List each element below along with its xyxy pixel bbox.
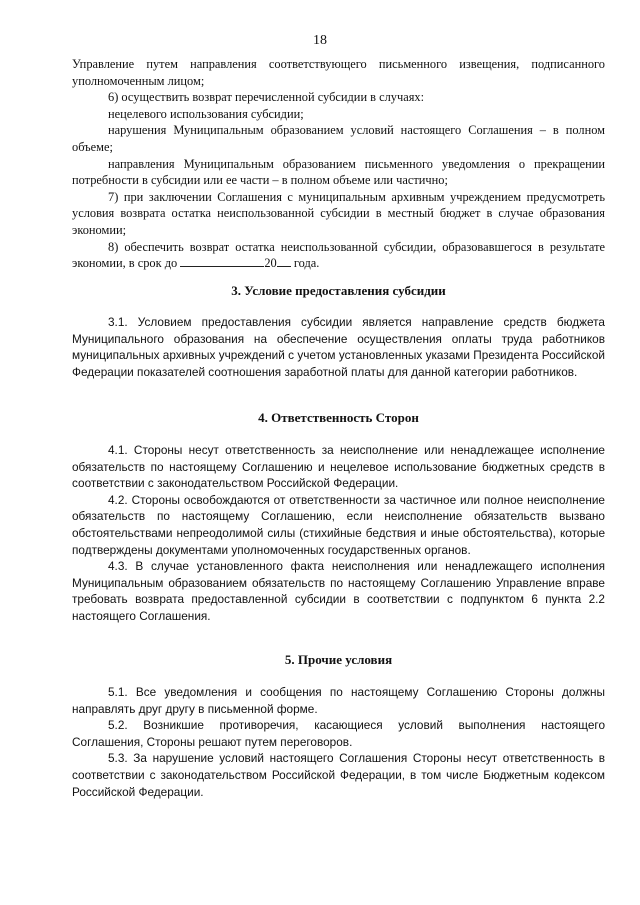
section-3-heading: 3. Условие предоставления субсидии — [231, 283, 446, 298]
section-5-body — [72, 684, 605, 800]
paragraph-item-6: 6) осуществить возврат перечисленной субсидии в случаях: — [108, 90, 425, 105]
date-blank-line — [180, 256, 264, 267]
paragraph-3-1: 3.1. Условием предоставления субсидии является направление средств бюджета Муниципального образования на обеспечение осуществления оплаты труда работников муниципальных архивных учреждений с учетом установленных указами Президента Российской Федерации показателей соотношения заработной платы для данной категории работников. — [72, 315, 605, 379]
item-8-text: 8) обеспечить возврат остатка неиспользованной субсидии, образовавшегося в результате экономии, в срок до — [72, 239, 605, 271]
paragraph-item-8 — [72, 239, 605, 272]
section-4 — [72, 410, 605, 427]
paragraph-misuse: нецелевого использования субсидии; — [108, 106, 304, 121]
paragraph-5-3: 5.3. За нарушение условий настоящего Соглашения Стороны несут ответственность в соответствии с законодательством Российской Федерации, в том числе Бюджетным кодексом Российской Федерации. — [72, 751, 605, 799]
item-8-suffix: года. — [290, 256, 320, 271]
paragraph-4-1: 4.1. Стороны несут ответственность за неисполнение или ненадлежащее исполнение обязательств по настоящему Соглашению и нецелевое использование бюджетных средств в соответствии с законодательством Российской Федерации. — [72, 443, 605, 491]
section-5-heading: 5. Прочие условия — [284, 652, 393, 667]
page-number: 18 — [313, 33, 327, 48]
section-3-body — [72, 314, 605, 380]
paragraph-5-1: 5.1. Все уведомления и сообщения по настоящему Соглашению Стороны должны направлять друг другу в письменной форме. — [72, 685, 605, 716]
section-4-heading: 4. Ответственность Сторон — [258, 410, 419, 425]
section-5 — [72, 652, 605, 669]
paragraph-management-notice: Управление путем направления соответствующего письменного извещения, подписанного уполномоченным лицом; — [72, 57, 605, 88]
paragraph-5-2: 5.2. Возникшие противоречия, касающиеся условий выполнения настоящего Соглашения, Стороны решают путем переговоров. — [72, 718, 605, 749]
section-3 — [72, 283, 605, 300]
paragraph-violation: нарушения Муниципальным образованием условий настоящего Соглашения – в полном объеме; — [72, 123, 605, 154]
obligations-block — [72, 56, 605, 272]
paragraph-notification: направления Муниципальным образованием письменного уведомления о прекращении потребности в субсидии или ее части – в полном объеме или частично; — [72, 156, 605, 188]
paragraph-4-2: 4.2. Стороны освобождаются от ответственности за частичное или полное неисполнение обязательств по настоящему Соглашению, если неисполнение обязательств вызвано обстоятельствами непреодолимой силы (стихийные бедствия и иные обстоятельства), которые подтверждены документами уполномоченных государственных органов. — [72, 492, 605, 557]
section-4-body — [72, 442, 605, 625]
paragraph-item-7: 7) при заключении Соглашения с муниципальным архивным учреждением предусмотреть условия возврата остатка неиспользованной субсидии в местный бюджет в случае образования экономии; — [72, 189, 605, 237]
year-blank-line — [277, 256, 291, 267]
paragraph-4-3: 4.3. В случае установленного факта неисполнения или ненадлежащего исполнения Муниципальным образованием обязательств по настоящему Соглашению Управление вправе требовать возврата предоставленной субсидии в соответствии с подпунктом 6 пункта 2.2 настоящего Соглашения. — [72, 559, 605, 623]
year-prefix: 20 — [264, 256, 277, 271]
